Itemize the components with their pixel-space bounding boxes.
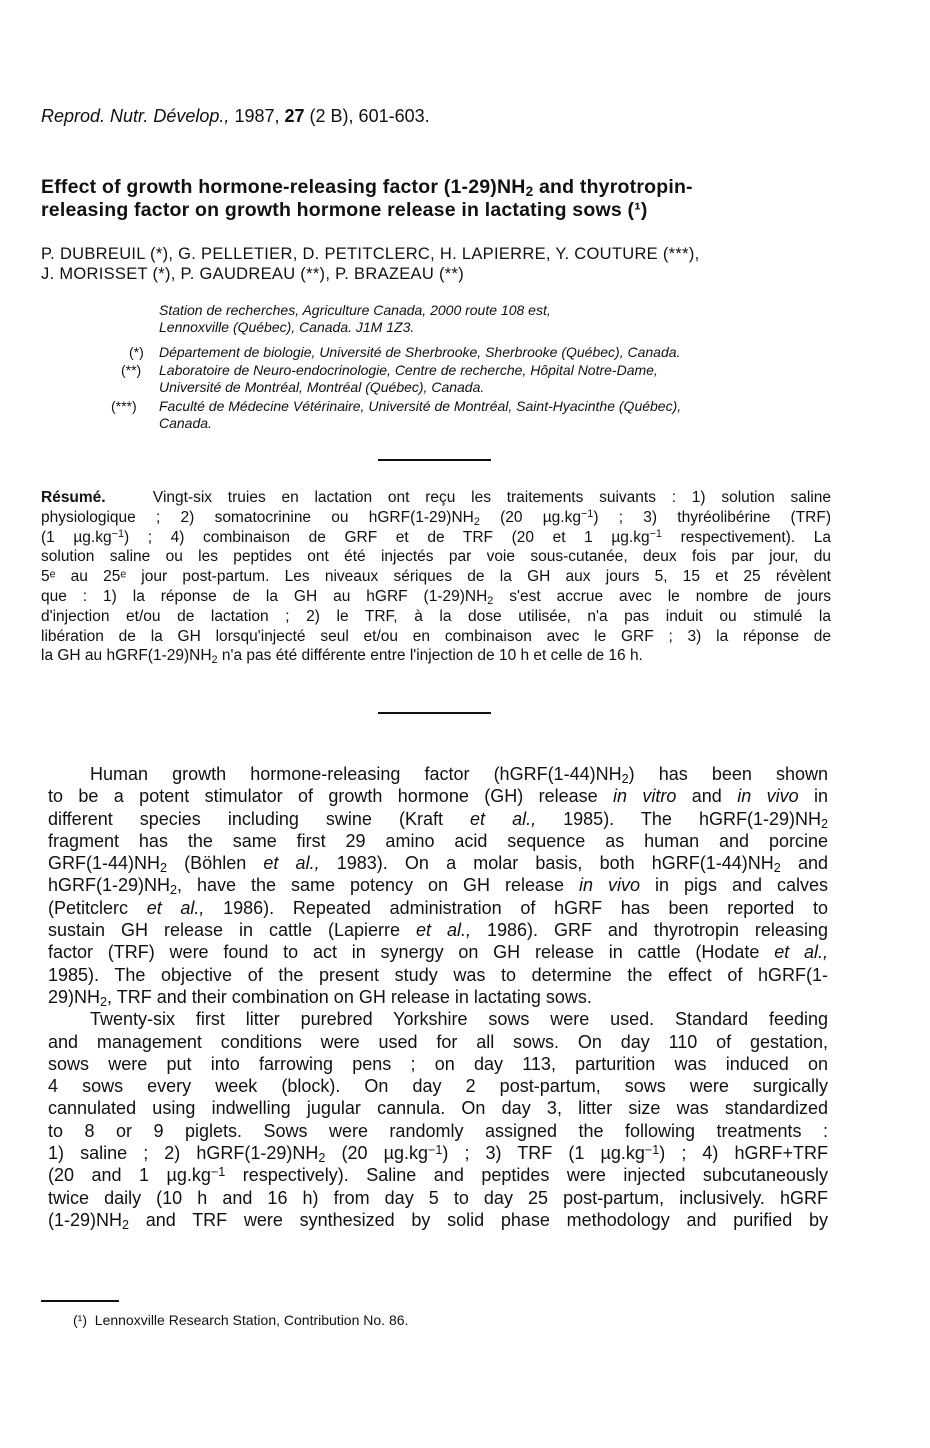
article-title <box>41 176 891 222</box>
station-affiliation: Station de recherches, Agriculture Canada, 2000 route 108 est, Lennoxville (Québec), Canada. J1M 1Z3. <box>159 302 551 335</box>
resume-line: la GH au $hGRF(1-29)NH_2$ n'a pas été différente entre l'injection de 10 h et celle de 16 h. <box>41 647 643 667</box>
journal-name: Reprod. Nutr. Dévelop., <box>41 106 230 126</box>
body-line: Twenty-six first litter purebred Yorkshire sows were used. Standard feeding <box>90 1009 828 1030</box>
body-line: Human growth hormone-releasing factor $(hGRF(1-44)NH_2)$ has been shown <box>90 764 829 786</box>
title-line-1: Effect of growth hormone-releasing factor $(1-29)NH_2$ and thyrotropin- <box>41 176 693 199</box>
body-line: cannulated using indwelling jugular cannula. On day 3, litter size was standardized <box>48 1098 828 1119</box>
resume-heading: Résumé. <box>41 489 106 506</box>
resume-line: Résumé. Vingt-six truies en lactation ont reçu les traitements suivants : 1) solution saline <box>41 489 831 506</box>
section-divider-bottom <box>378 712 491 714</box>
footnote-text: Lennoxville Research Station, Contribution No. 86. <box>94 1312 409 1328</box>
affiliation-1: Département de biologie, Université de Sherbrooke, Sherbrooke (Québec), Canada. <box>159 344 681 360</box>
body-line: to 8 or 9 piglets. Sows were randomly assigned the following treatments : <box>48 1120 828 1141</box>
footnote-mark: (¹) <box>73 1312 87 1328</box>
body-line: 4 sows every week (block). On day 2 post-partum, sows were surgically <box>48 1076 828 1097</box>
body-line: $(1-29)NH_2$ and TRF were synthesized by solid phase methodology and purified by <box>48 1209 828 1232</box>
body-line: to be a potent stimulator of growth hormone (GH) release in vitro and in vivo in <box>48 786 828 807</box>
affiliation-mark-2: (**) <box>121 362 142 378</box>
body-line: $GRF(1-44)NH_2$ (Böhlen et al., 1983). On a molar basis, both $hGRF(1-44)NH_2$ and <box>48 853 828 876</box>
body-line: $29)NH_2$, TRF and their combination on GH release in lactating sows. <box>48 986 592 1009</box>
authors-line-1: P. DUBREUIL (*), G. PELLETIER, D. PETITCLERC, H. LAPIERRE, Y. COUTURE (***), <box>41 245 700 263</box>
article-body <box>48 763 828 1231</box>
footnote-divider <box>41 1300 119 1302</box>
resume-line: physiologique ; 2) somatocrinine ou $hGRF(1-29)NH_2$ (20 $\mu g.kg^{-1}$) ; 3) thyréolibérine (TRF) <box>41 507 831 528</box>
citation-issue-pages: (2 B), 601-603. <box>309 106 430 126</box>
body-line: different species including swine (Kraft et al., 1985). The $hGRF(1-29)NH_2$ <box>48 808 828 831</box>
body-line: sows were put into farrowing pens ; on day 113, parturition was induced on <box>48 1053 828 1074</box>
citation-volume: 27 <box>284 106 305 126</box>
resume-line: que : 1) la réponse de la GH au hGRF $(1-29)NH_2$ s'est accrue avec le nombre de jours <box>41 587 831 607</box>
citation-year: 1987, <box>234 106 280 126</box>
authors-line-2: J. MORISSET (*), P. GAUDREAU (**), P. BRAZEAU (**) <box>41 265 464 283</box>
section-divider-top <box>378 459 491 461</box>
resume-line: 5ᵉ au 25ᵉ jour post-partum. Les niveaux sériques de la GH aux jours 5, 15 et 25 révèlent <box>41 568 831 586</box>
resume-line: libération de la GH lorsqu'injecté seul et/ou en combinaison avec le GRF ; 3) la réponse de <box>41 627 831 645</box>
body-line: sustain GH release in cattle (Lapierre et al., 1986). GRF and thyrotropin releasing <box>48 920 828 941</box>
resume-line: (1 $\mu g.kg^{-1}$) ; 4) combinaison de GRF et de TRF (20 et 1 $\mu g.kg^{-1}$ respectivement). La <box>41 527 831 546</box>
body-line: 1) saline ; 2) $hGRF(1-29)NH_2$ (20 $\mu g.kg^{-1}$) ; 3) TRF (1 $\mu g.kg^{-1}$) ; 4) hGRF+TRF <box>48 1143 828 1166</box>
body-line: 1985). The objective of the present study was to determine the effect of hGRF(1- <box>48 964 828 985</box>
body-line: (Petitclerc et al., 1986). Repeated administration of hGRF has been reported to <box>48 897 828 918</box>
journal-citation <box>41 106 430 127</box>
body-line: fragment has the same first 29 amino acid sequence as human and porcine <box>48 830 828 851</box>
french-abstract <box>41 488 831 666</box>
body-line: and management conditions were used for all sows. On day 110 of gestation, <box>48 1031 828 1052</box>
resume-line: d'injection et/ou de lactation ; 2) le TRF, à la dose utilisée, n'a pas induit ou stimulé la <box>41 607 831 625</box>
affiliation-3: Faculté de Médecine Vétérinaire, Université de Montréal, Saint-Hyacinthe (Québec), Canada. <box>159 398 682 431</box>
body-line: (20 and 1 $\mu g.kg^{-1}$ respectively). Saline and peptides were injected subcutaneously <box>48 1165 828 1186</box>
title-footnote-ref: (¹) <box>627 199 648 221</box>
body-line: twice daily (10 h and 16 h) from day 5 to day 25 post-partum, inclusively. hGRF <box>48 1187 828 1208</box>
title-line-2: releasing factor on growth hormone release in lactating sows (¹) <box>41 199 648 221</box>
affiliation-mark-3: (***) <box>111 398 137 414</box>
body-line: factor (TRF) were found to act in synergy on GH release in cattle (Hodate et al., <box>48 942 828 963</box>
resume-line: solution saline ou les peptides ont été injectés par voie sous-cutanée, deux fois par jour, du <box>41 548 831 566</box>
affiliation-mark-1: (*) <box>129 344 144 360</box>
footnote <box>73 1312 408 1328</box>
affiliation-2: Laboratoire de Neuro-endocrinologie, Centre de recherche, Hôpital Notre-Dame, Université de Montréal, Montréal (Québec), Canada. <box>159 362 658 395</box>
author-list <box>41 244 700 284</box>
body-line: $hGRF(1-29)NH_2$, have the same potency on GH release in vivo in pigs and calves <box>48 875 828 898</box>
